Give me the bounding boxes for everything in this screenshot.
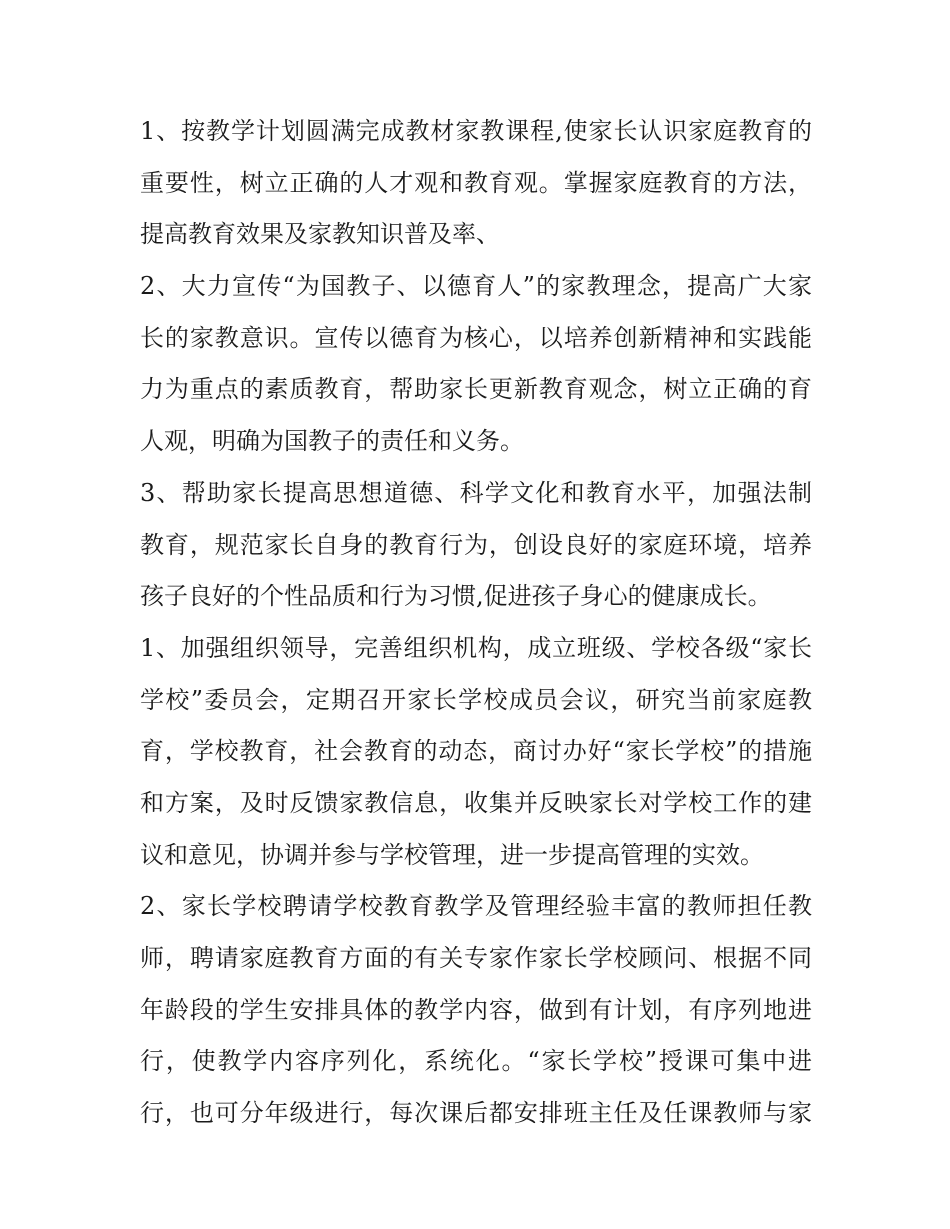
text-line: 力为重点的素质教育，帮助家长更新教育观念，树立正确的育 xyxy=(140,375,812,404)
document-page xyxy=(140,106,812,1140)
text-line: 提高教育效果及家教知识普及率、 xyxy=(140,220,500,249)
text-line: 2、家长学校聘请学校教育教学及管理经验丰富的教师担任教 xyxy=(140,892,812,921)
text-line: 教育，规范家长自身的教育行为，创设良好的家庭环境，培养 xyxy=(140,530,812,559)
text-line: 行，也可分年级进行，每次课后都安排班主任及任课教师与家 xyxy=(140,1099,812,1128)
text-line: 2、大力宣传“为国教子、以德育人”的家教理念，提高广大家 xyxy=(140,272,812,301)
text-line: 孩子良好的个性品质和行为习惯,促进孩子身心的健康成长。 xyxy=(140,582,772,611)
text-line: 1、按教学计划圆满完成教材家教课程,使家长认识家庭教育的 xyxy=(140,117,812,145)
text-line: 人观，明确为国教子的责任和义务。 xyxy=(140,427,524,456)
text-line: 议和意见，协调并参与学校管理，进一步提高管理的实效。 xyxy=(140,840,764,869)
text-line: 行，使教学内容序列化，系统化。“家长学校”授课可集中进 xyxy=(140,1047,812,1076)
text-line: 重要性，树立正确的人才观和教育观。掌握家庭教育的方法， xyxy=(140,168,812,197)
text-line: 育，学校教育，社会教育的动态，商讨办好“家长学校”的措施 xyxy=(140,737,812,766)
text-line: 长的家教意识。宣传以德育为核心，以培养创新精神和实践能 xyxy=(140,323,812,352)
text-line: 师，聘请家庭教育方面的有关专家作家长学校顾问、根据不同 xyxy=(140,944,812,972)
text-line: 3、帮助家长提高思想道德、科学文化和教育水平，加强法制 xyxy=(140,478,812,507)
text-line: 1、加强组织领导，完善组织机构，成立班级、学校各级“家长 xyxy=(140,633,812,662)
text-line: 学校”委员会，定期召开家长学校成员会议，研究当前家庭教 xyxy=(140,685,812,714)
text-line: 年龄段的学生安排具体的教学内容，做到有计划，有序列地进 xyxy=(140,995,812,1024)
text-line: 和方案，及时反馈家教信息，收集并反映家长对学校工作的建 xyxy=(140,788,812,817)
